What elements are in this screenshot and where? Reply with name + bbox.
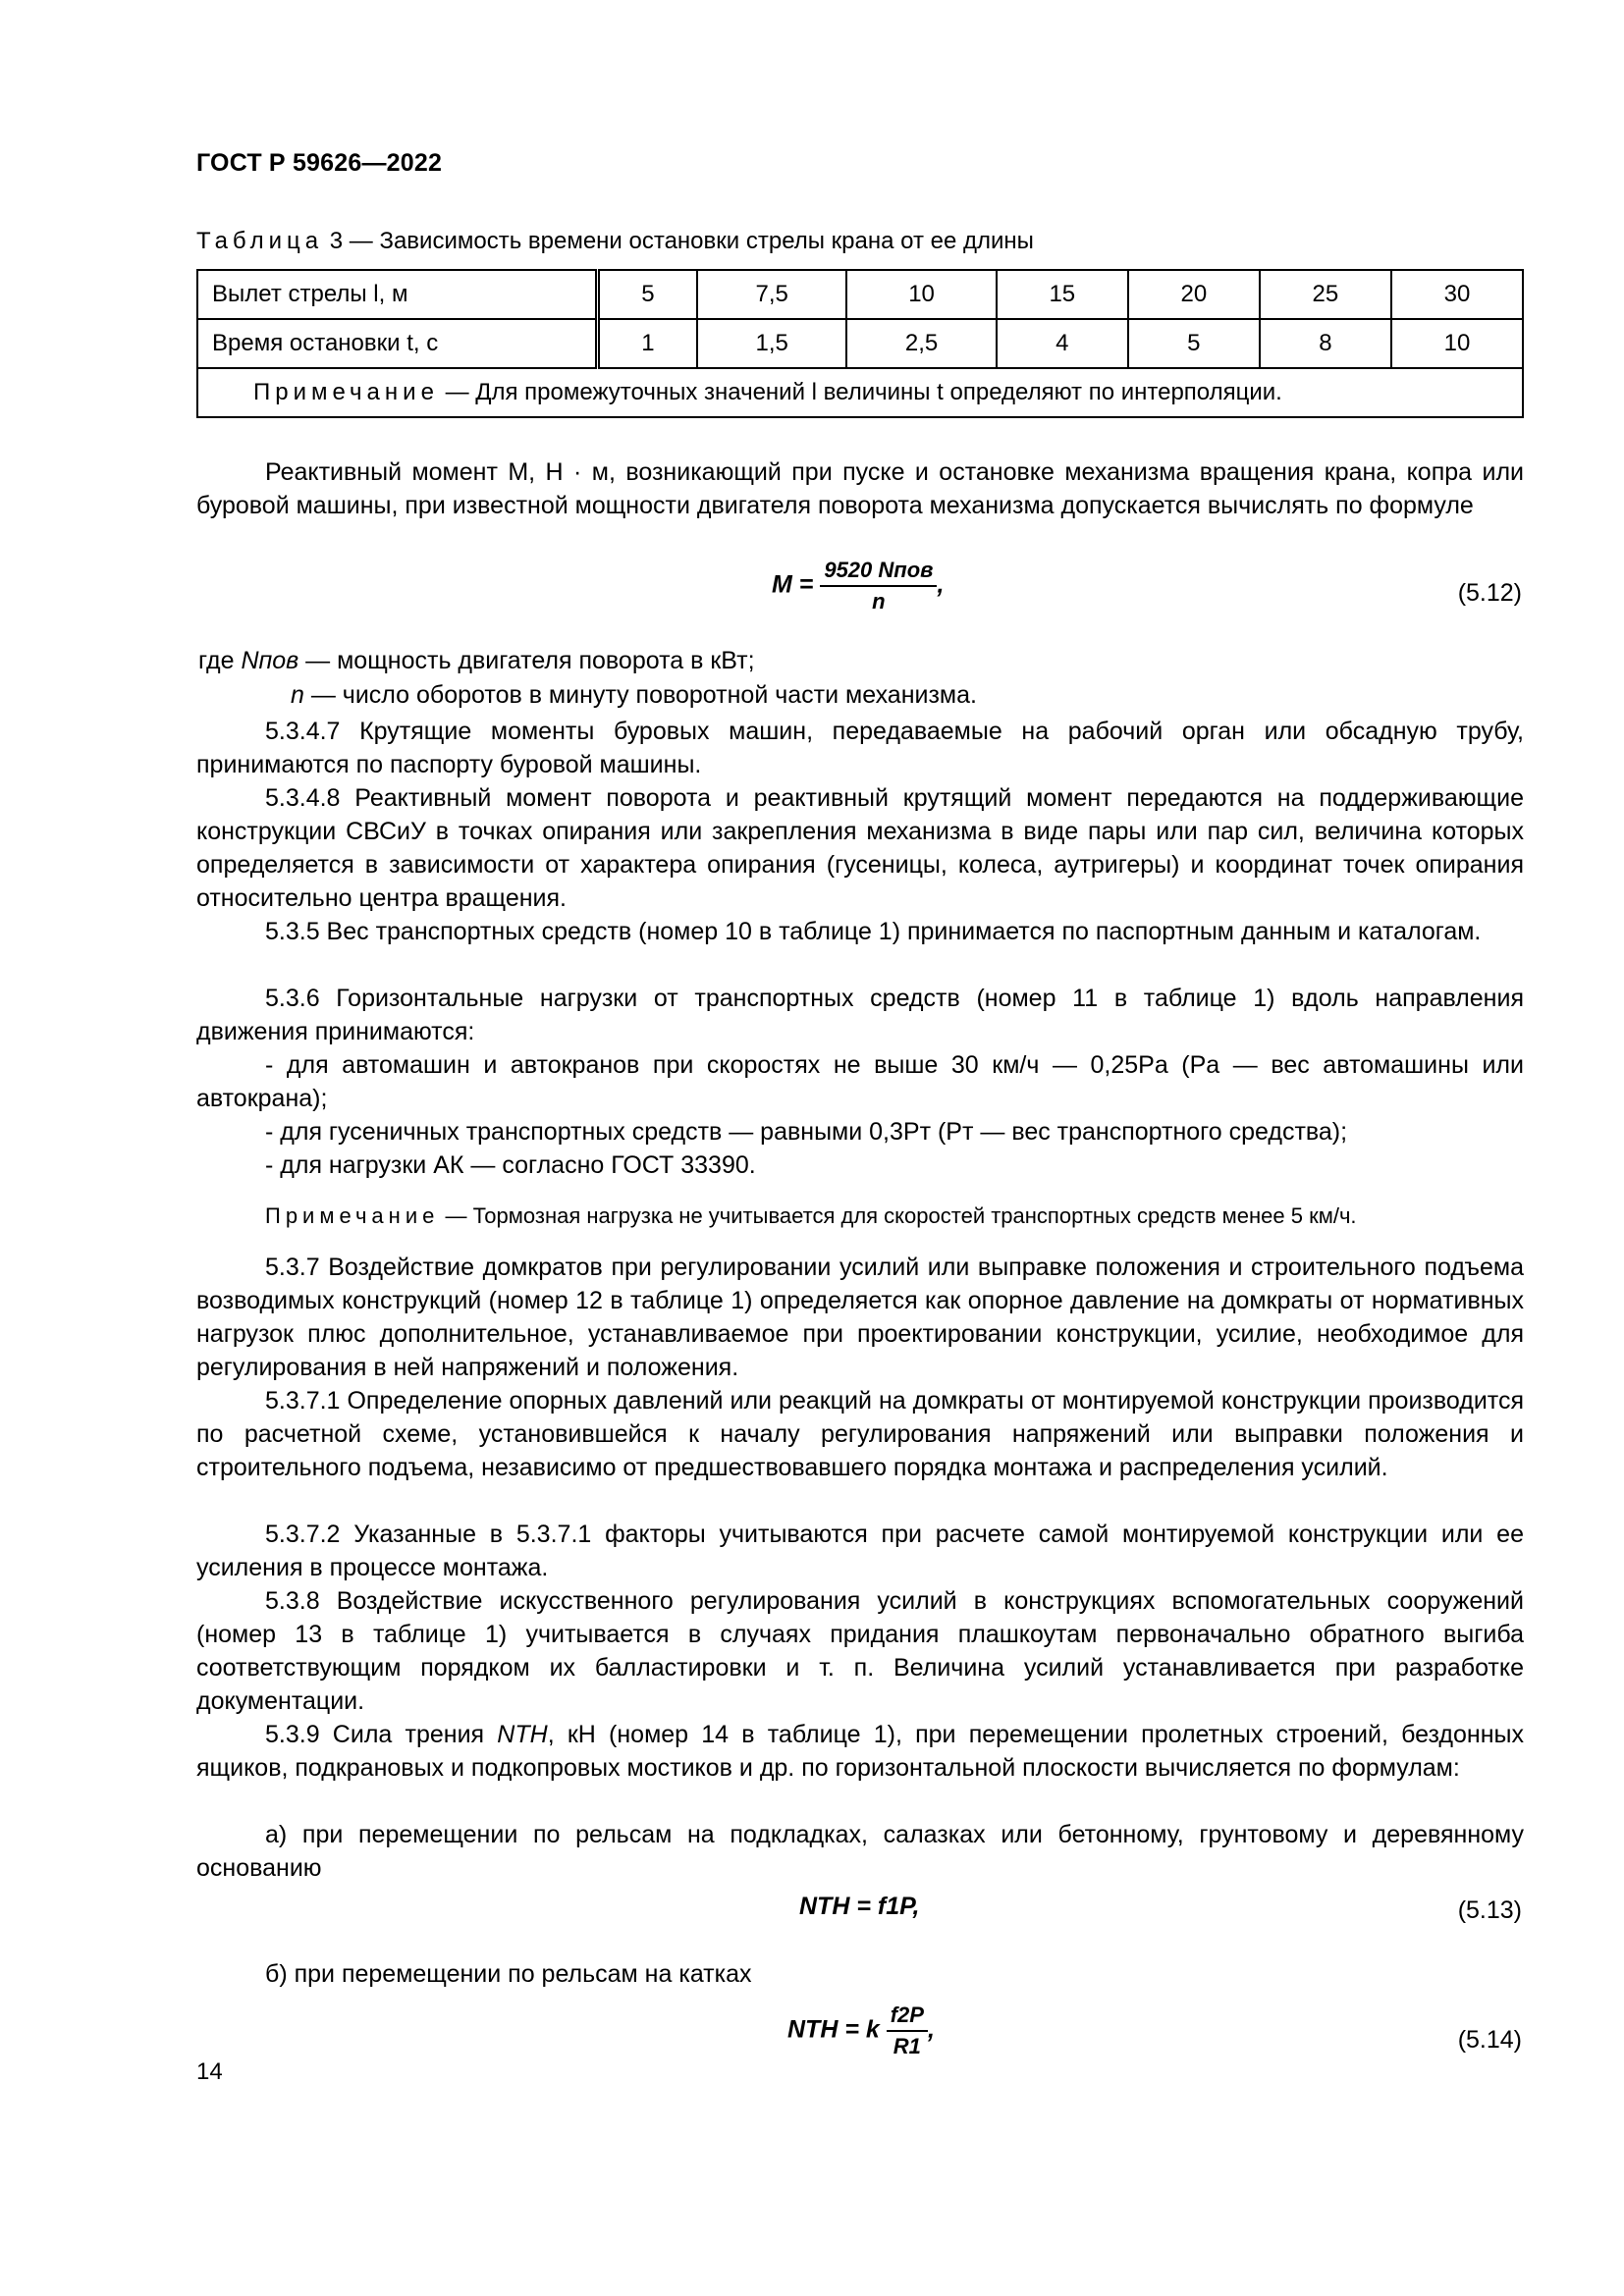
p539-symbol: NTH <box>497 1721 548 1748</box>
table-cell: 2,5 <box>846 319 996 368</box>
paragraph-a: а) при перемещении по рельсам на подкладках, салазках или бетонному, грунтовому и деревянному основанию <box>196 1821 1524 1882</box>
table-cell: 30 <box>1391 270 1523 319</box>
table-row <box>197 270 1523 319</box>
where2-symbol: n <box>291 681 304 709</box>
eq512-comma: , <box>937 570 945 599</box>
equation-number-5-13: (5.13) <box>1457 1896 1522 1924</box>
eq512-denominator: n <box>872 589 886 614</box>
table-caption-word: Таблица <box>196 228 324 254</box>
table-cell: 10 <box>1391 319 1523 368</box>
table-note-row <box>197 368 1523 417</box>
table-row <box>197 319 1523 368</box>
paragraph-5-3-5: 5.3.5 Вес транспортных средств (номер 10 в таблице 1) принимается по паспортным данным и каталогам. <box>265 918 1482 945</box>
eq514-fraction <box>887 2002 928 2059</box>
equation-5-13: NTH = f1P, <box>799 1893 920 1920</box>
document-id: ГОСТ Р 59626—2022 <box>196 149 443 177</box>
table-3 <box>196 269 1524 418</box>
eq512-fraction <box>820 558 937 614</box>
where-line-1 <box>198 644 1526 677</box>
eq514-numerator: f2P <box>887 2002 928 2032</box>
table-note-word: Примечание <box>253 379 439 405</box>
table-note-text: — Для промежуточных значений l величины t определяют по интерполяции. <box>438 379 1282 405</box>
list-item-2: - для гусеничных транспортных средств — равными 0,3Pт (Pт — вес транспортного средства); <box>265 1118 1348 1146</box>
table-cell: 8 <box>1260 319 1391 368</box>
p539-rest: , кН (номер 14 в таблице 1), при перемещении пролетных строений, бездонных ящиков, подкрановых и подкопровых мостиков и др. по горизонтальной плоскости вычисляется по формулам: <box>196 1721 1524 1782</box>
eq512-lhs: M = <box>772 570 814 599</box>
table-cell: 25 <box>1260 270 1391 319</box>
table-cell: 7,5 <box>697 270 846 319</box>
where2-text: — число оборотов в минуту поворотной части механизма. <box>310 681 977 709</box>
row1-label: Вылет стрелы l, м <box>197 270 598 319</box>
paragraph-5-3-7: 5.3.7 Воздействие домкратов при регулировании усилий или выправке положения и строительного подъема возводимых конструкций (номер 12 в таблице 1) определяется как опорное давление на домкраты от нормативных нагрузок плюс дополнительное, устанавливаемое при проектировании конструкции, усилие, необходимое для регулирования в ней напряжений и положения. <box>196 1254 1524 1381</box>
paragraph-5-3-8: 5.3.8 Воздействие искусственного регулирования усилий в конструкциях вспомогательных сооружений (номер 13 в таблице 1) учитывается в случаях придания плашкоутам первоначально обратного выгиба соответствующим порядком их балластировки и т. п. Величина усилий устанавливается при разработке документации. <box>196 1587 1524 1715</box>
table-cell: 1,5 <box>697 319 846 368</box>
note2-word: Примечание <box>265 1203 440 1228</box>
table-cell: 15 <box>997 270 1128 319</box>
equation-number-5-14: (5.14) <box>1457 2026 1522 2054</box>
paragraph-5-3-6: 5.3.6 Горизонтальные нагрузки от транспортных средств (номер 11 в таблице 1) вдоль направления движения принимаются: <box>196 985 1524 1045</box>
row2-label: Время остановки t, с <box>197 319 598 368</box>
page-number: 14 <box>196 2058 223 2085</box>
paragraph-b: б) при перемещении по рельсам на катках <box>265 1960 752 1988</box>
eq514-comma: , <box>927 2015 935 2044</box>
p539-start: 5.3.9 Сила трения <box>265 1721 485 1748</box>
table-cell: 10 <box>846 270 996 319</box>
equation-5-14 <box>787 2002 935 2059</box>
eq512-numerator: 9520 Nпов <box>820 558 937 587</box>
where1-text: — мощность двигателя поворота в кВт; <box>305 647 755 674</box>
table-cell: 5 <box>598 270 697 319</box>
eq514-lhs: NTH = k <box>787 2015 880 2044</box>
paragraph-5-3-7-1: 5.3.7.1 Определение опорных давлений или реакций на домкраты от монтируемой конструкции производится по расчетной схеме, установившейся к началу регулирования напряжений или выправки положения и строительного подъема, независимо от предшествовавшего порядка монтажа и распределения усилий. <box>196 1387 1524 1481</box>
paragraph-5-3-4-8: 5.3.4.8 Реактивный момент поворота и реактивный крутящий момент передаются на поддерживающие конструкции СВСиУ в точках опирания или закрепления механизма в виде пары или пар сил, величина которых определяется в зависимости от характера опирания (гусеницы, колеса, аутригеры) и координат точек опирания относительно центра вращения. <box>196 784 1524 912</box>
table-caption <box>196 228 1034 255</box>
paragraph-5-3-9 <box>196 1718 1524 1785</box>
table-cell: 20 <box>1128 270 1260 319</box>
equation-5-12 <box>772 558 944 614</box>
where-line-2 <box>291 678 1618 712</box>
table-note <box>197 368 1523 417</box>
list-item-1: - для автомашин и автокранов при скоростях не выше 30 км/ч — 0,25Pа (Pа — вес автомашины или автокрана); <box>196 1051 1524 1112</box>
eq514-denominator: R1 <box>893 2034 921 2058</box>
where1-symbol: Nпов <box>241 647 299 674</box>
note-2 <box>265 1203 1357 1229</box>
note2-text: — Тормозная нагрузка не учитывается для скоростей транспортных средств менее 5 км/ч. <box>439 1203 1357 1228</box>
paragraph-5-3-7-2: 5.3.7.2 Указанные в 5.3.7.1 факторы учитываются при расчете самой монтируемой конструкции или ее усиления в процессе монтажа. <box>196 1521 1524 1581</box>
table-cell: 1 <box>598 319 697 368</box>
table-cell: 4 <box>997 319 1128 368</box>
equation-number-5-12: (5.12) <box>1457 579 1522 607</box>
table-caption-text: 3 — Зависимость времени остановки стрелы крана от ее длины <box>329 228 1034 254</box>
where-prefix: где <box>198 647 235 674</box>
list-item-3: - для нагрузки АК — согласно ГОСТ 33390. <box>265 1151 756 1179</box>
paragraph-moment: Реактивный момент M, Н · м, возникающий при пуске и остановке механизма вращения крана, копра или буровой машины, при известной мощности двигателя поворота механизма допускается вычислять по формуле <box>196 458 1524 519</box>
paragraph-5-3-4-7: 5.3.4.7 Крутящие моменты буровых машин, передаваемые на рабочий орган или обсадную трубу, принимаются по паспорту буровой машины. <box>196 718 1524 778</box>
table-cell: 5 <box>1128 319 1260 368</box>
